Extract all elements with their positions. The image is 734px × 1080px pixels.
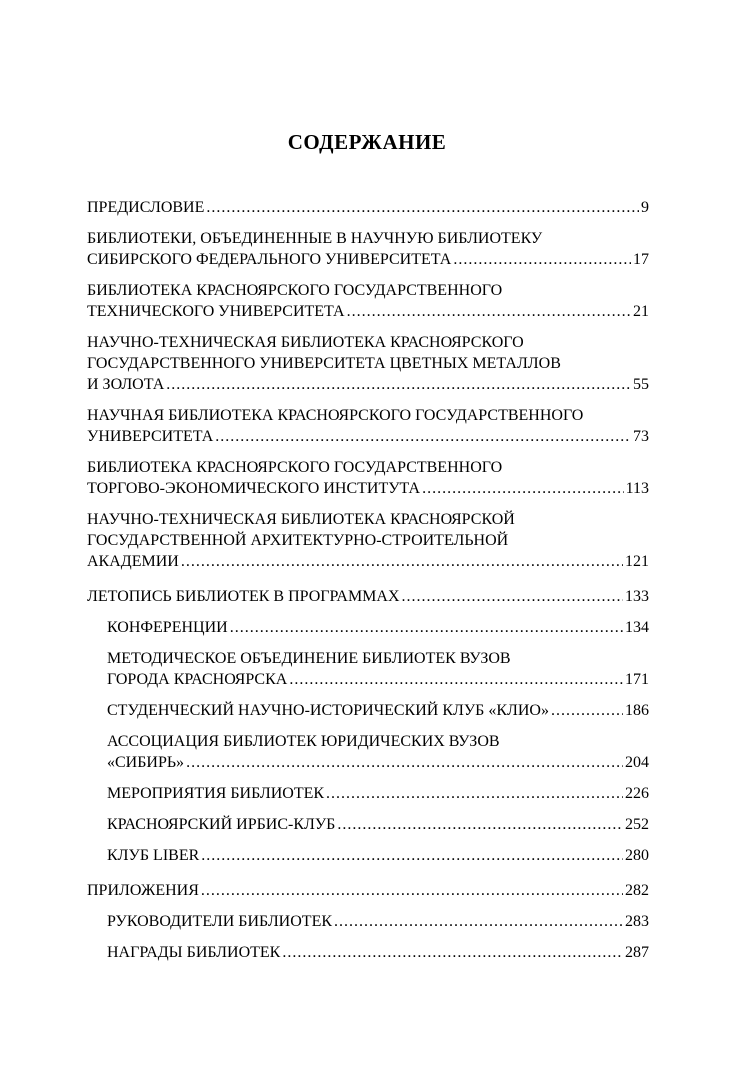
toc-entry-title: СИБИРСКОГО ФЕДЕРАЛЬНОГО УНИВЕРСИТЕТА bbox=[87, 251, 452, 268]
toc-entry-title: ЛЕТОПИСЬ БИБЛИОТЕК В ПРОГРАММАХ bbox=[87, 588, 400, 605]
toc-entry-title: КЛУБ LIBER bbox=[107, 847, 200, 864]
toc-page-number: 55 bbox=[633, 376, 649, 393]
toc-page-number: 121 bbox=[625, 553, 649, 570]
toc-entry-title: ПРЕДИСЛОВИЕ bbox=[87, 199, 205, 216]
toc-entry-title: «СИБИРЬ» bbox=[107, 754, 185, 771]
dot-leader bbox=[206, 197, 639, 218]
toc-entry-title-line: БИБЛИОТЕКА КРАСНОЯРСКОГО ГОСУДАРСТВЕННОГО bbox=[87, 459, 503, 476]
toc-entry-architecture-library[interactable] bbox=[87, 509, 649, 572]
toc-page-number: 73 bbox=[633, 428, 649, 445]
dot-leader bbox=[181, 551, 623, 572]
dot-leader bbox=[551, 700, 623, 721]
toc-entry-title: АКАДЕМИИ bbox=[87, 553, 179, 570]
dot-leader bbox=[230, 617, 623, 638]
toc-entry-trade-economic-library[interactable] bbox=[87, 457, 649, 499]
toc-entry-title-line: МЕТОДИЧЕСКОЕ ОБЪЕДИНЕНИЕ БИБЛИОТЕК ВУЗОВ bbox=[107, 650, 511, 667]
toc-page-number: 171 bbox=[625, 671, 649, 688]
toc-entry-library-heads[interactable] bbox=[87, 911, 649, 932]
toc-entry-title: ТОРГОВО-ЭКОНОМИЧЕСКОГО ИНСТИТУТА bbox=[87, 480, 421, 497]
toc-entry-title: РУКОВОДИТЕЛИ БИБЛИОТЕК bbox=[107, 913, 333, 930]
dot-leader bbox=[215, 426, 631, 447]
toc-entry-title-line: ГОСУДАРСТВЕННОЙ АРХИТЕКТУРНО-СТРОИТЕЛЬНОЙ bbox=[87, 532, 509, 549]
toc-entry-conferences[interactable] bbox=[87, 617, 649, 638]
toc-page-number: 283 bbox=[625, 913, 649, 930]
toc-page-number: 113 bbox=[625, 480, 649, 497]
toc-page-number: 287 bbox=[625, 944, 649, 961]
dot-leader bbox=[326, 783, 623, 804]
toc-entry-sfu-libraries[interactable] bbox=[87, 228, 649, 270]
toc-entry-methodical-association[interactable] bbox=[87, 648, 649, 690]
toc-entry-title-line: ГОСУДАРСТВЕННОГО УНИВЕРСИТЕТА ЦВЕТНЫХ МЕТАЛЛОВ bbox=[87, 355, 561, 372]
toc-entry-title: УНИВЕРСИТЕТА bbox=[87, 428, 214, 445]
toc-page-number: 133 bbox=[625, 588, 649, 605]
toc-entry-metals-gold-library[interactable] bbox=[87, 332, 649, 395]
toc-entry-liber-club[interactable] bbox=[87, 845, 649, 866]
dot-leader bbox=[337, 814, 623, 835]
toc-entry-appendices[interactable] bbox=[87, 880, 649, 901]
toc-entry-title: ТЕХНИЧЕСКОГО УНИВЕРСИТЕТА bbox=[87, 303, 345, 320]
toc-page-number: 280 bbox=[625, 847, 649, 864]
toc-entry-title: СТУДЕНЧЕСКИЙ НАУЧНО-ИСТОРИЧЕСКИЙ КЛУБ «КЛИО» bbox=[107, 702, 549, 719]
toc-entry-title-line: АССОЦИАЦИЯ БИБЛИОТЕК ЮРИДИЧЕСКИХ ВУЗОВ bbox=[107, 733, 500, 750]
toc-entry-title-line: НАУЧНО-ТЕХНИЧЕСКАЯ БИБЛИОТЕКА КРАСНОЯРСКОЙ bbox=[87, 511, 515, 528]
toc-entry-title: КОНФЕРЕНЦИИ bbox=[107, 619, 228, 636]
toc-entry-title-line: БИБЛИОТЕКИ, ОБЪЕДИНЕННЫЕ В НАУЧНУЮ БИБЛИОТЕКУ bbox=[87, 230, 543, 247]
toc-page-number: 204 bbox=[625, 754, 649, 771]
toc-entry-title: ГОРОДА КРАСНОЯРСКА bbox=[107, 671, 288, 688]
toc-entry-chronicle[interactable] bbox=[87, 586, 649, 607]
toc-entry-title: ПРИЛОЖЕНИЯ bbox=[87, 882, 199, 899]
toc-entry-title: КРАСНОЯРСКИЙ ИРБИС-КЛУБ bbox=[107, 816, 336, 833]
dot-leader bbox=[201, 845, 623, 866]
toc-page-number: 9 bbox=[641, 199, 649, 216]
toc-entry-klio-club[interactable] bbox=[87, 700, 649, 721]
toc-entry-title-line: НАУЧНО-ТЕХНИЧЕСКАЯ БИБЛИОТЕКА КРАСНОЯРСКОГО bbox=[87, 334, 524, 351]
toc-entry-irbis-club[interactable] bbox=[87, 814, 649, 835]
toc-entry-preface[interactable] bbox=[87, 197, 649, 218]
toc-page-number: 17 bbox=[633, 251, 649, 268]
toc-page-number: 186 bbox=[625, 702, 649, 719]
toc-page-number: 282 bbox=[625, 882, 649, 899]
dot-leader bbox=[289, 669, 623, 690]
toc-page-number: 134 bbox=[625, 619, 649, 636]
toc-entry-sibir-association[interactable] bbox=[87, 731, 649, 773]
dot-leader bbox=[422, 478, 624, 499]
dot-leader bbox=[166, 374, 631, 395]
toc-entry-title-line: НАУЧНАЯ БИБЛИОТЕКА КРАСНОЯРСКОГО ГОСУДАРСТВЕННОГО bbox=[87, 407, 584, 424]
toc-entry-kgtu-library[interactable] bbox=[87, 280, 649, 322]
table-of-contents bbox=[87, 197, 649, 973]
dot-leader bbox=[282, 942, 623, 963]
dot-leader bbox=[186, 752, 623, 773]
dot-leader bbox=[201, 880, 623, 901]
toc-entry-library-awards[interactable] bbox=[87, 942, 649, 963]
toc-entry-library-events[interactable] bbox=[87, 783, 649, 804]
toc-entry-title: И ЗОЛОТА bbox=[87, 376, 165, 393]
page-title: СОДЕРЖАНИЕ bbox=[287, 130, 447, 154]
toc-page-number: 21 bbox=[633, 303, 649, 320]
dot-leader bbox=[402, 586, 623, 607]
toc-entry-kgu-library[interactable] bbox=[87, 405, 649, 447]
toc-entry-title: НАГРАДЫ БИБЛИОТЕК bbox=[107, 944, 281, 961]
toc-page-number: 252 bbox=[625, 816, 649, 833]
dot-leader bbox=[453, 249, 631, 270]
toc-entry-title: МЕРОПРИЯТИЯ БИБЛИОТЕК bbox=[107, 785, 325, 802]
dot-leader bbox=[334, 911, 623, 932]
dot-leader bbox=[347, 301, 631, 322]
toc-page-number: 226 bbox=[625, 785, 649, 802]
toc-entry-title-line: БИБЛИОТЕКА КРАСНОЯРСКОГО ГОСУДАРСТВЕННОГО bbox=[87, 282, 503, 299]
